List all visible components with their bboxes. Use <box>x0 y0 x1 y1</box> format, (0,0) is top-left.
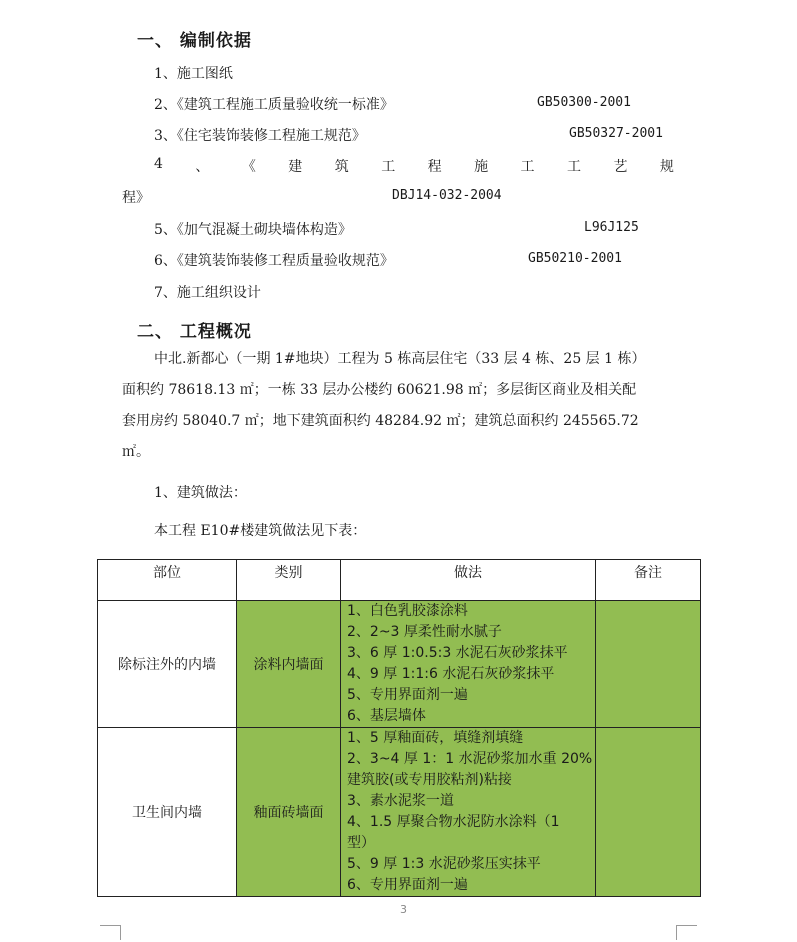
row-part: 除标注外的内墙 <box>98 601 237 728</box>
ref-item-2-code: GB50300-2001 <box>537 95 631 110</box>
ref-item-3-code: GB50327-2001 <box>569 126 663 141</box>
method-line: 4、1.5 厚聚合物水泥防水涂料（1 <box>347 814 560 830</box>
row-category: 釉面砖墙面 <box>237 728 341 897</box>
ref-item-4-char: 工 <box>381 159 396 175</box>
construction-method-table <box>97 559 701 897</box>
ref-item-4-char: 规 <box>659 159 674 175</box>
ref-item-4-char: 建 <box>288 159 303 175</box>
ref-item-4-char: 工 <box>567 159 581 175</box>
ref-item-7: 7、施工组织设计 <box>154 285 261 301</box>
ref-item-4-char: 工 <box>520 159 535 175</box>
ref-item-6-code: GB50210-2001 <box>528 251 622 266</box>
table-header-row <box>98 560 701 601</box>
section2-title: 二、 工程概况 <box>137 322 252 342</box>
method-line: 4、9 厚 1:1:6 水泥石灰砂浆抹平 <box>347 666 555 682</box>
ref-item-4-code: DBJ14-032-2004 <box>392 188 502 203</box>
ref-item-4-char: 筑 <box>334 159 349 175</box>
overview-line-3: 套用房约 58040.7 ㎡；地下建筑面积约 48284.92 ㎡；建筑总面积约 245565.72 <box>122 413 639 429</box>
method-line: 1、5 厚釉面砖，填缝剂填缝 <box>347 730 524 746</box>
method-line: 5、9 厚 1:3 水泥砂浆压实抹平 <box>347 856 541 872</box>
row-part: 卫生间内墙 <box>98 728 237 897</box>
ref-item-3: 3、《住宅装饰装修工程施工规范》 <box>154 128 366 144</box>
method-line: 5、专用界面剂一遍 <box>347 687 468 703</box>
margin-corner-mark <box>100 925 121 940</box>
method-line: 1、白色乳胶漆涂料 <box>347 603 468 619</box>
ref-item-6: 6、《建筑装饰装修工程质量验收规范》 <box>154 253 394 269</box>
header-part: 部位 <box>98 560 237 601</box>
method-line: 3、素水泥浆一道 <box>347 793 454 809</box>
table-row <box>98 601 701 728</box>
overview-line-1: 中北.新都心（一期 1#地块）工程为 5 栋高层住宅（33 层 4 栋、25 层 1 栋） <box>154 351 646 367</box>
page-number: 3 <box>400 903 407 916</box>
header-note: 备注 <box>596 560 701 601</box>
overview-line-4: ㎡。 <box>122 444 150 460</box>
overview-line-2: 面积约 78618.13 ㎡；一栋 33 层办公楼约 60621.98 ㎡；多层街区商业及相关配 <box>122 382 637 398</box>
ref-item-4-char: 《 <box>241 159 256 175</box>
table-row <box>98 728 701 897</box>
table-intro: 本工程 E10#楼建筑做法见下表： <box>154 523 367 539</box>
ref-item-4-char: 程 <box>427 159 442 175</box>
row-methods <box>341 728 596 897</box>
ref-item-5: 5、《加气混凝土砌块墙体构造》 <box>154 222 352 238</box>
row-note <box>596 601 701 728</box>
ref-item-2: 2、《建筑工程施工质量验收统一标准》 <box>154 97 394 113</box>
row-note <box>596 728 701 897</box>
ref-item-4-char: 4 <box>154 156 163 172</box>
row-category: 涂料内墙面 <box>237 601 341 728</box>
ref-item-4-line2: 程》 <box>122 190 150 206</box>
ref-item-5-code: L96J125 <box>584 220 639 235</box>
method-line: 3、6 厚 1:0.5:3 水泥石灰砂浆抹平 <box>347 645 568 661</box>
method-line: 6、基层墙体 <box>347 708 426 724</box>
method-line: 建筑胶(或专用胶粘剂)粘接 <box>347 772 512 788</box>
section1-title: 一、 编制依据 <box>137 31 252 51</box>
ref-item-4-char: 、 <box>195 159 210 175</box>
row-methods <box>341 601 596 728</box>
subsection-title: 1、建筑做法： <box>154 485 247 501</box>
ref-item-4-char: 艺 <box>613 159 628 175</box>
method-line: 型） <box>347 835 375 851</box>
method-line: 2、3~4 厚 1：1 水泥砂浆加水重 20% <box>347 751 593 767</box>
ref-item-1: 1、施工图纸 <box>154 66 233 82</box>
header-method: 做法 <box>341 560 596 601</box>
ref-item-4-line1 <box>154 156 674 176</box>
header-category: 类别 <box>237 560 341 601</box>
ref-item-4-char: 施 <box>474 159 489 175</box>
margin-corner-mark <box>676 925 697 940</box>
method-line: 6、专用界面剂一遍 <box>347 877 468 893</box>
method-line: 2、2~3 厚柔性耐水腻子 <box>347 624 502 640</box>
